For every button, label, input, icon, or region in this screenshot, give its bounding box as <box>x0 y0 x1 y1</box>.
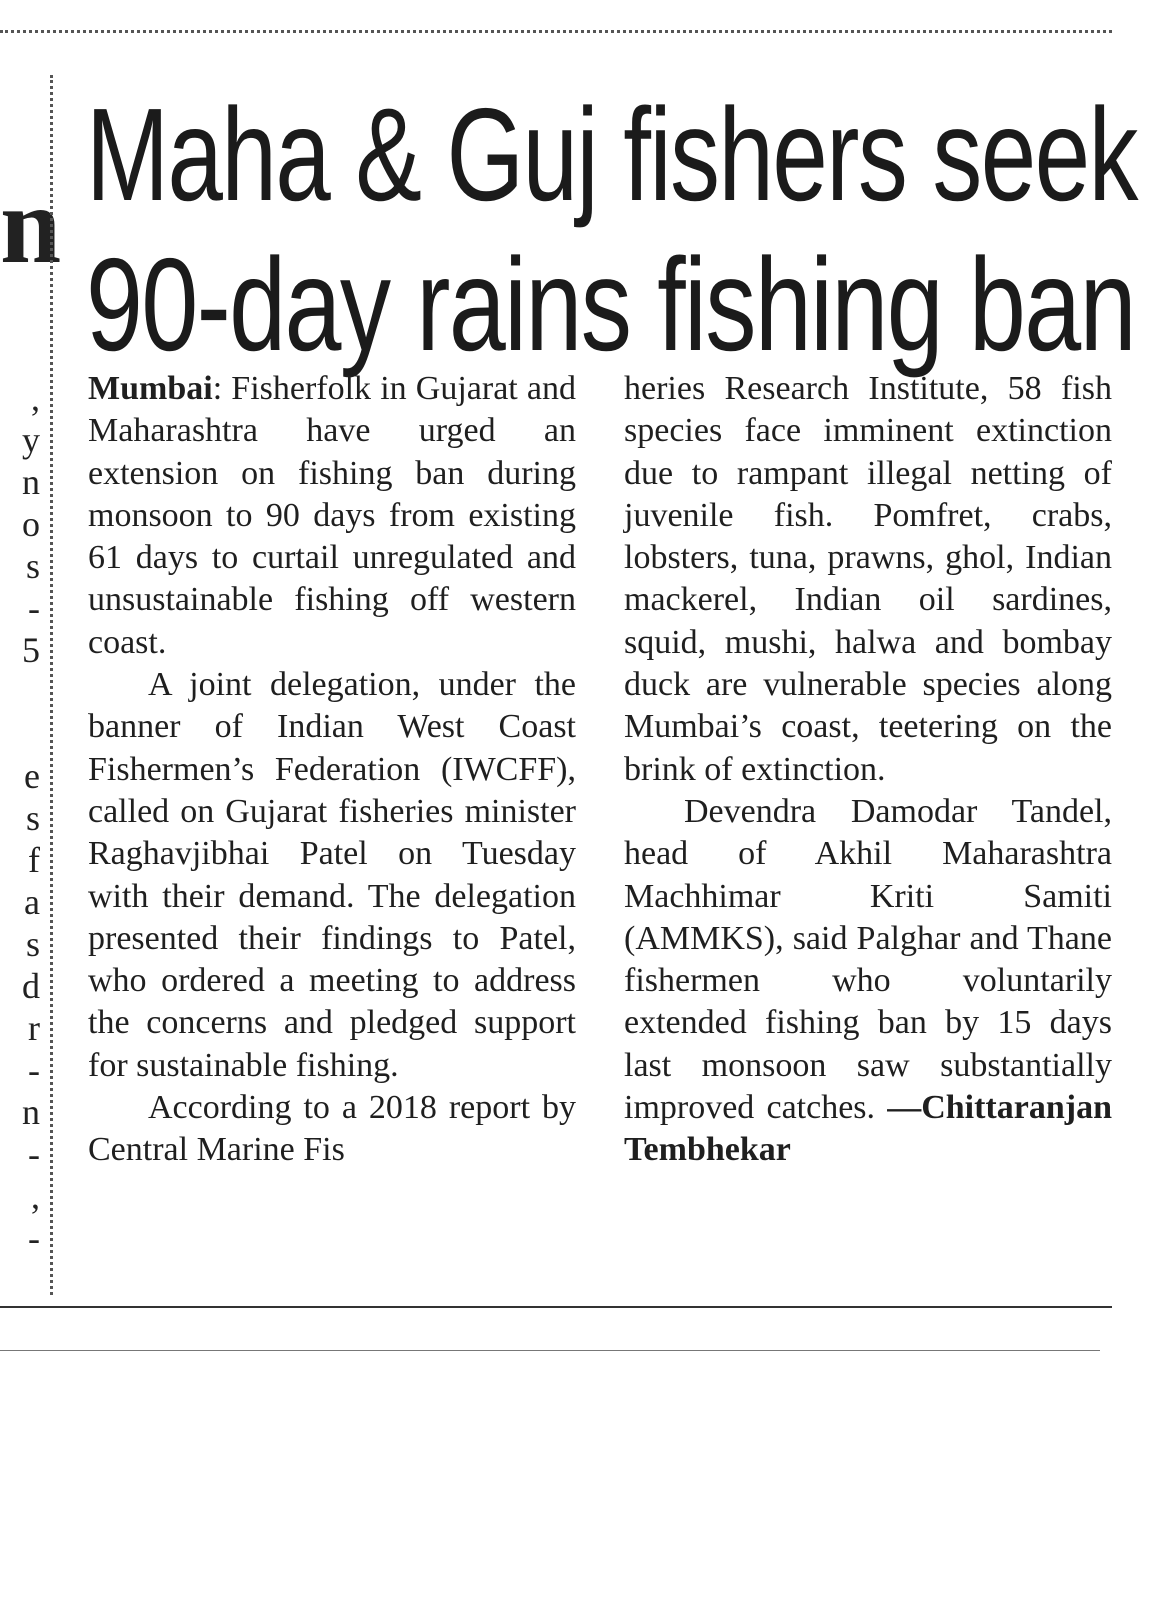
paragraph-text: Devendra Damodar Tandel, head of Akhil Maharashtra Machhimar Kriti Samiti (AMMKS), said Palghar and Thane fishermen who voluntarily extended fishing ban by 15 days last monsoon saw substantially improved catches. <box>624 792 1112 1127</box>
bottom-rule <box>0 1306 1112 1308</box>
fragment-letter: , <box>31 1176 40 1216</box>
column-dotted-divider <box>50 75 53 1295</box>
fragment-letter: o <box>22 504 40 544</box>
headline-line-2: 90-day rains fishing ban <box>86 231 1135 378</box>
fragment-letter: d <box>22 966 40 1006</box>
fragment-letter: n <box>0 164 62 286</box>
article-column-1 <box>88 368 576 1172</box>
headline-line-1: Maha & Guj fishers seek <box>86 81 1137 228</box>
fragment-letter: n <box>22 462 40 502</box>
fragment-letter: a <box>24 882 40 922</box>
fragment-letter: - <box>28 588 40 628</box>
fragment-letter: - <box>28 1134 40 1174</box>
fragment-letter: - <box>28 1218 40 1258</box>
adjacent-column-fragment <box>0 60 62 1620</box>
article-paragraph-1 <box>88 368 576 664</box>
article-column-2 <box>624 368 1112 1172</box>
bottom-rule-secondary <box>0 1350 1100 1351</box>
fragment-letter: s <box>25 546 40 586</box>
fragment-letter: s <box>25 924 40 964</box>
fragment-letter: - <box>28 1050 40 1090</box>
article-paragraph-3-continued: heries Research Institute, 58 fish species face imminent extinction due to rampant illegal netting of juvenile fish. Pomfret, crabs, lobsters, tuna, prawns, ghol, Indian mackerel, Indian oil sardines, squid, mushi, halwa and bombay duck are vulnerable species along Mumbai’s coast, teetering on the brink of extinction. <box>624 370 1112 788</box>
fragment-letter: r <box>28 1008 40 1048</box>
fragment-letter: s <box>25 798 40 838</box>
article-paragraph-2: A joint delegation, under the banner of Indian West Coast Fishermen’s Federation (IWCFF), called on Gujarat fisheries minister Raghavjibhai Patel on Tuesday with their demand. The delegation presented their findings to Patel, who ordered a meeting to address the concerns and pledged support for sustainable fishing. <box>88 666 576 1084</box>
article-paragraph-4 <box>624 791 1112 1172</box>
fragment-letter: , <box>31 378 40 418</box>
fragment-letter: f <box>28 840 40 880</box>
fragment-letter: 5 <box>22 630 40 670</box>
fragment-letter: e <box>24 756 40 796</box>
top-dotted-rule <box>0 30 1112 33</box>
paragraph-text: : Fisherfolk in Gujarat and Maharashtra have urged an extension on fishing ban during monsoon to 90 days from existing 61 days to curtail unregulated and unsustainable fishing off western coast. <box>88 370 576 661</box>
fragment-letter: y <box>22 420 40 460</box>
headline <box>86 80 1137 380</box>
dateline: Mumbai <box>88 370 213 407</box>
fragment-letter: n <box>22 1092 40 1132</box>
byline: —Chittaranjan Tembhekar <box>624 1089 1112 1169</box>
article-paragraph-3-start: According to a 2018 report by Central Marine Fis <box>88 1089 576 1169</box>
